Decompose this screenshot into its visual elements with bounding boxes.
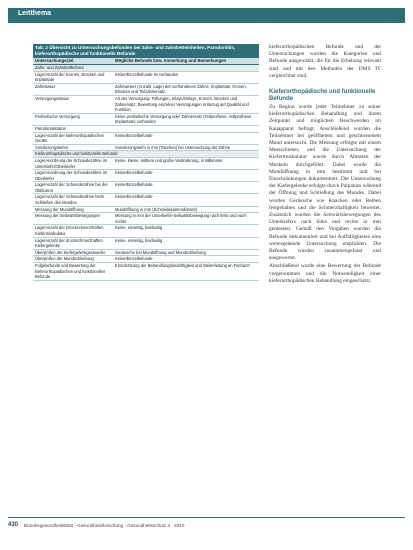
table-row bbox=[33, 145, 259, 152]
table-cell-findings bbox=[113, 126, 259, 132]
footer-rule bbox=[8, 517, 405, 518]
table-cell-goal: Prothetische Versorgung bbox=[35, 113, 80, 119]
table-cell-goal: Lage/Anordnung der Schneidezähne im Unterkiefer/Oberkiefer bbox=[35, 157, 108, 169]
table-row bbox=[33, 96, 259, 114]
column-header-goal: Untersuchungsziel bbox=[35, 58, 74, 63]
page-footer bbox=[8, 519, 405, 531]
section-header-bar bbox=[8, 8, 405, 23]
table-cell-findings: Mundöffnung in mm (Schneidekantendistanz) bbox=[115, 206, 198, 212]
table-cell-goal: Lage/Anzahl der Schneidezähne bei der Okklusion bbox=[35, 182, 108, 193]
table-cell-findings: Keine/Einzelbefunde bbox=[115, 132, 153, 138]
table-cell-goal: Sondierungstiefen bbox=[35, 144, 69, 150]
table-row bbox=[33, 207, 259, 214]
journal-citation: Bundesgesundheitsblatt - Gesundheitsforschung - Gesundheitsschutz 4 · 2010 bbox=[24, 522, 185, 528]
table-row bbox=[33, 263, 259, 281]
table-cell-findings: Einschätzung der Behandlungsbedürftigkeit und Weiterleitung an Facharzt bbox=[115, 263, 250, 268]
table-cell-goal: Überprüfen der Mundschließung bbox=[35, 256, 94, 262]
table-cell-findings: Keine/Einzelbefunde ist vorhanden bbox=[115, 71, 179, 77]
table-cell-findings: Keine, einseitig, beidseitig bbox=[115, 237, 163, 243]
table-row bbox=[33, 84, 259, 96]
table-cell-findings: Keine/Einzelbefunde bbox=[115, 170, 153, 176]
page-number: 430 bbox=[8, 522, 19, 528]
table-cell-goal: Lage/Anordnung der Schneidezähne im Oberkiefer bbox=[35, 170, 108, 181]
table-row bbox=[33, 194, 259, 206]
table-cell-findings: Keine, einseitig, beidseitig bbox=[115, 225, 163, 231]
body-paragraph: Abschließend wurde eine Bewertung der Befunde vorgenommen und die Notwendigkeit einer kieferorthopädischen Behandlung eingeschätzt. bbox=[269, 263, 381, 284]
findings-table bbox=[33, 44, 259, 281]
table-cell-goal: Folgebefunde und Bewertung der kieferorthopädischen und funktionellen Befunde bbox=[35, 263, 106, 280]
body-paragraph: Zu Beginn wurde jeder Teilnehmer zu seiner kieferorthopädischen Behandlung und ihrem Zeitpunkt und möglichen Beschwerden im Kauapparat befragt. Anschließend wurden die Teilnehmer bei geöffnetem und geschlossenem Mund untersucht. Die Messung erfolgte mit einem Messschieber, und die Untersuchung der Kiefermuskulatur wurde durch Abtasten der Muskeln durchgeführt. Dabei wurde die Mundöffnung in mm bestimmt und bei Einschränkungen dokumentiert. Die Untersuchung der Kiefergelenke erfolgte durch Palpation während der Öffnung und Schließung des Mundes. Dabei wurden Geräusche wie Knacken oder Reiben festgehalten und die Schmerzhaftigkeit bewertet. Zusätzlich wurden die Seitwärtsbewegungen des Unterkiefers nach links und rechts in mm gemessen. Gemäß den Vorgaben wurden die Befunde dokumentiert und bei Auffälligkeiten eine weitergehende Untersuchung empfohlen. Die Befunde wurden zusammengefasst und ausgewertet. bbox=[269, 104, 382, 262]
table-cell-goal: Zahnstatus bbox=[35, 83, 56, 89]
table-row bbox=[33, 250, 259, 257]
table-cell-goal: Lage/Anzahl der druckschmerzhaften Kiefergelenke bbox=[35, 237, 103, 249]
table-row bbox=[33, 72, 259, 84]
table-section-row: Zahn- und Zahnbettbefund bbox=[33, 65, 259, 72]
table-body bbox=[33, 65, 259, 281]
table-cell-goal: Parodontalstatus bbox=[35, 125, 66, 131]
table-cell-findings: Zahnweiser (Anzahl, Lage) der vorhandenen Zähne, Implantate, Kronen, Brücken und Teilzahnersatz bbox=[115, 83, 247, 95]
table-cell-goal: Versorgungsstatus bbox=[35, 95, 69, 101]
table-row bbox=[33, 114, 259, 126]
table-cell-findings: Keine/Einzelbefunde bbox=[115, 194, 153, 200]
table-row bbox=[33, 158, 259, 170]
table-cell-findings: Keine/Einzelbefunde bbox=[115, 256, 153, 262]
body-paragraph: kieferorthopädischen Befunde und der Untersuchungen wurden die Kategorien und Befunde ausgewählt, die für die Erhebung relevant sind und mit den Methoden der DMS IV vergleichbar sind. bbox=[269, 44, 381, 79]
section-subheading: Kieferorthopädische und funktionelle Befunde bbox=[269, 89, 376, 103]
table-cell-goal: Messung der Mundöffnung bbox=[35, 206, 84, 212]
column-header-findings: Mögliche Befunde bzw. Anmerkung und Bemerkungen bbox=[115, 58, 227, 63]
table-cell-goal: Überprüfen der Kiefergelenkgeräusche bbox=[35, 249, 106, 255]
table-cell-goal: Lage/Anzahl der Kronen, Brücken und Implantate bbox=[35, 71, 105, 83]
table-row bbox=[33, 238, 259, 250]
table-section-row: Kieferorthopädische und funktionelle Befunde bbox=[33, 151, 259, 158]
table-row bbox=[33, 133, 259, 145]
table-row bbox=[33, 225, 259, 237]
table-cell-findings: Sondierungstiefe in mm (Taschen) bei Untersuchung der Zähne bbox=[115, 144, 231, 150]
table-row bbox=[33, 256, 259, 263]
section-label: Leitthema bbox=[18, 10, 52, 17]
table-cell-goal: Lage/Anzahl der kieferorthopädischen Geräte bbox=[35, 132, 104, 144]
table-cell-goal: Lage/Anzahl der Druckschmerzhaften Kiefermuskulatur bbox=[35, 225, 104, 237]
table-cell-goal: Messung der Seitwärtsbewegungen bbox=[35, 213, 101, 219]
article-right-column bbox=[269, 44, 381, 285]
table-cell-findings: Messung in mm der Unterkiefer-Seitwärtsbewegung nach links und nach rechts bbox=[115, 213, 247, 224]
table-cell-findings: Keine, kleine, mittlere und große Veränderung, in Millimeter bbox=[115, 157, 223, 163]
table-row bbox=[33, 182, 259, 194]
table-header bbox=[33, 58, 259, 65]
table-caption: Tab. 2 Übersicht zu Untersuchungsbefunden bei Zahn- und Zahnbetteinheiten, Parodontitis, kieferorthopädische und funktionelle Befunde bbox=[33, 44, 259, 58]
table-cell-findings: Keine prothetische Versorgung oder Zahnersatz (Teilprothese, Vollprothese, Implantate) vorhanden bbox=[115, 113, 253, 125]
table-row bbox=[33, 126, 259, 133]
table-cell-findings: Keine/Einzelbefunde bbox=[115, 182, 153, 188]
table-row bbox=[33, 213, 259, 225]
table-row bbox=[33, 170, 259, 182]
table-cell-findings: Art der Versorgung: Füllungen, Inlays/Onlays, Kronen, Brücken und Zahnersatz; Bewertung einzelner Versorgungen in Bezug auf Qualität und Funktion bbox=[115, 95, 249, 113]
table-cell-findings: Geräusche bei Mundöffnung und Mundschließung bbox=[115, 249, 206, 255]
table-cell-goal: Lage/Anzahl der Schneidezähne beim Schließen des Mundes bbox=[35, 194, 105, 206]
